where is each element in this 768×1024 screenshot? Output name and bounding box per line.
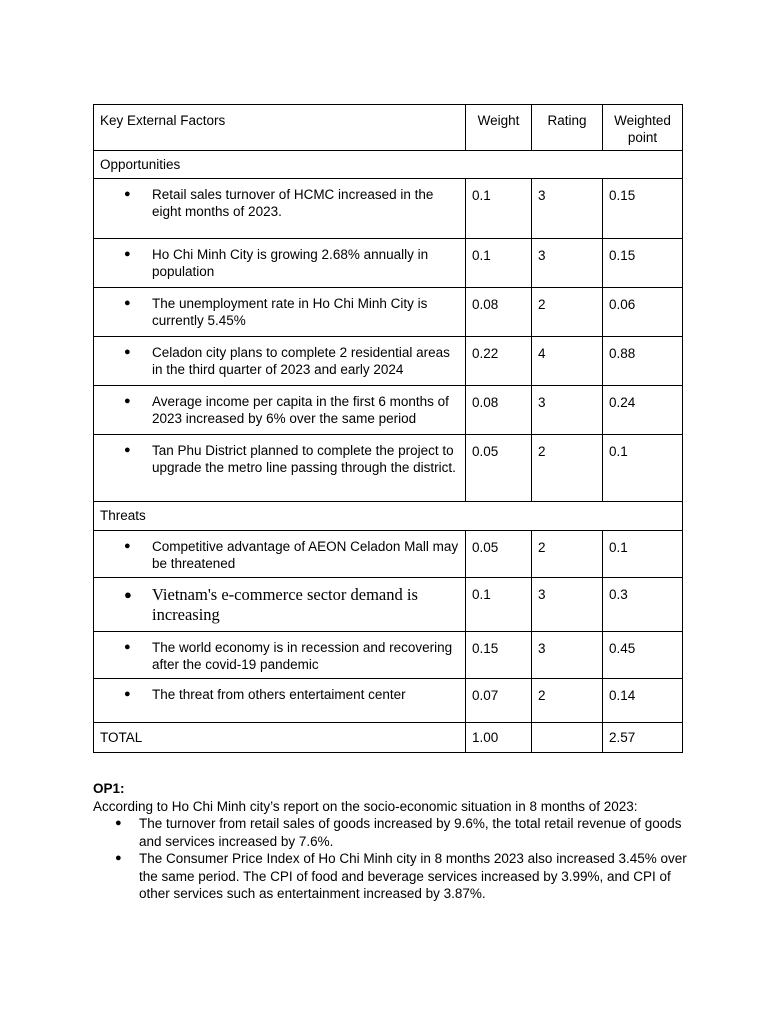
- notes-heading: OP1:: [93, 781, 125, 796]
- weighted-cell: 0.1: [603, 435, 683, 502]
- table-header-row: [94, 105, 683, 151]
- weight-cell: 0.07: [466, 679, 532, 723]
- rating-cell: 4: [532, 337, 603, 386]
- weight-cell: 0.05: [466, 435, 532, 502]
- factor-text: Vietnam's e-commerce sector demand is increasing: [152, 585, 418, 624]
- weight-cell: 0.05: [466, 531, 532, 578]
- weighted-cell: 0.15: [603, 179, 683, 239]
- weighted-cell: 0.88: [603, 337, 683, 386]
- factor-text: Celadon city plans to complete 2 residential areas in the third quarter of 2023 and early 2024: [152, 345, 450, 377]
- table-row: [94, 632, 683, 679]
- factor-text: Tan Phu District planned to complete the project to upgrade the metro line passing through the district.: [152, 443, 456, 475]
- bullet-icon: ●: [124, 540, 131, 552]
- bullet-icon: ●: [124, 587, 132, 602]
- weight-cell: 0.08: [466, 386, 532, 435]
- weight-cell: 0.1: [466, 179, 532, 239]
- factor-text: The unemployment rate in Ho Chi Minh City is currently 5.45%: [152, 296, 428, 328]
- table-row: [94, 288, 683, 337]
- rating-cell: 2: [532, 531, 603, 578]
- table-row: [94, 337, 683, 386]
- weight-cell: 0.1: [466, 578, 532, 632]
- op1-notes: [93, 780, 693, 903]
- rating-cell: 3: [532, 578, 603, 632]
- bullet-icon: ●: [124, 688, 131, 700]
- bullet-icon: ●: [124, 346, 131, 358]
- section-row-opportunities: [94, 151, 683, 179]
- table-row: [94, 386, 683, 435]
- rating-cell: 3: [532, 179, 603, 239]
- total-weighted: 2.57: [603, 723, 683, 753]
- table-row: [94, 578, 683, 632]
- bullet-icon: ●: [124, 641, 131, 653]
- weighted-cell: 0.1: [603, 531, 683, 578]
- efe-matrix-table: [93, 104, 683, 753]
- list-item-text: The turnover from retail sales of goods increased by 9.6%, the total retail revenue of goods and services increased by 7.6%.: [139, 816, 682, 849]
- bullet-icon: ●: [124, 395, 131, 407]
- notes-bullet-list: [93, 815, 693, 903]
- section-label: Opportunities: [94, 151, 683, 179]
- bullet-icon: ●: [115, 817, 122, 829]
- header-weight: Weight: [466, 105, 532, 151]
- table-row: [94, 179, 683, 239]
- weight-cell: 0.15: [466, 632, 532, 679]
- weighted-cell: 0.06: [603, 288, 683, 337]
- weighted-cell: 0.3: [603, 578, 683, 632]
- factor-text: Retail sales turnover of HCMC increased in the eight months of 2023.: [152, 187, 434, 219]
- header-rating: Rating: [532, 105, 603, 151]
- section-label: Threats: [94, 502, 683, 531]
- factor-text: Competitive advantage of AEON Celadon Mall may be threatened: [152, 539, 459, 571]
- total-weight: 1.00: [466, 723, 532, 753]
- bullet-icon: ●: [124, 248, 131, 260]
- factor-text: Ho Chi Minh City is growing 2.68% annually in population: [152, 247, 429, 279]
- bullet-icon: ●: [124, 297, 131, 309]
- table-row: [94, 435, 683, 502]
- notes-intro: According to Ho Chi Minh city’s report on the socio-economic situation in 8 months of 2023:: [93, 798, 638, 814]
- rating-cell: 3: [532, 239, 603, 288]
- weight-cell: 0.08: [466, 288, 532, 337]
- list-item: [93, 815, 693, 850]
- list-item: [93, 850, 693, 903]
- weighted-cell: 0.45: [603, 632, 683, 679]
- weight-cell: 0.1: [466, 239, 532, 288]
- total-label: TOTAL: [94, 723, 466, 753]
- total-rating: [532, 723, 603, 753]
- rating-cell: 3: [532, 386, 603, 435]
- list-item-text: The Consumer Price Index of Ho Chi Minh city in 8 months 2023 also increased 3.45% over the same period. The CPI of food and beverage services increased by 3.99%, and CPI of other services such as entertainment increased by 3.87%.: [139, 851, 687, 901]
- rating-cell: 2: [532, 288, 603, 337]
- bullet-icon: ●: [124, 444, 131, 456]
- table-row: [94, 679, 683, 723]
- header-weighted-point: Weighted point: [603, 105, 683, 151]
- factor-text: The world economy is in recession and recovering after the covid-19 pandemic: [152, 640, 453, 672]
- weighted-cell: 0.24: [603, 386, 683, 435]
- factor-text: The threat from others entertaiment center: [152, 687, 406, 702]
- rating-cell: 2: [532, 679, 603, 723]
- bullet-icon: ●: [115, 852, 122, 864]
- bullet-icon: ●: [124, 188, 131, 200]
- rating-cell: 3: [532, 632, 603, 679]
- weighted-cell: 0.14: [603, 679, 683, 723]
- section-row-threats: [94, 502, 683, 531]
- header-key-external-factors: Key External Factors: [94, 105, 466, 151]
- weighted-cell: 0.15: [603, 239, 683, 288]
- rating-cell: 2: [532, 435, 603, 502]
- weight-cell: 0.22: [466, 337, 532, 386]
- factor-text: Average income per capita in the first 6 months of 2023 increased by 6% over the same period: [152, 394, 449, 426]
- table-row: [94, 531, 683, 578]
- total-row: [94, 723, 683, 753]
- table-row: [94, 239, 683, 288]
